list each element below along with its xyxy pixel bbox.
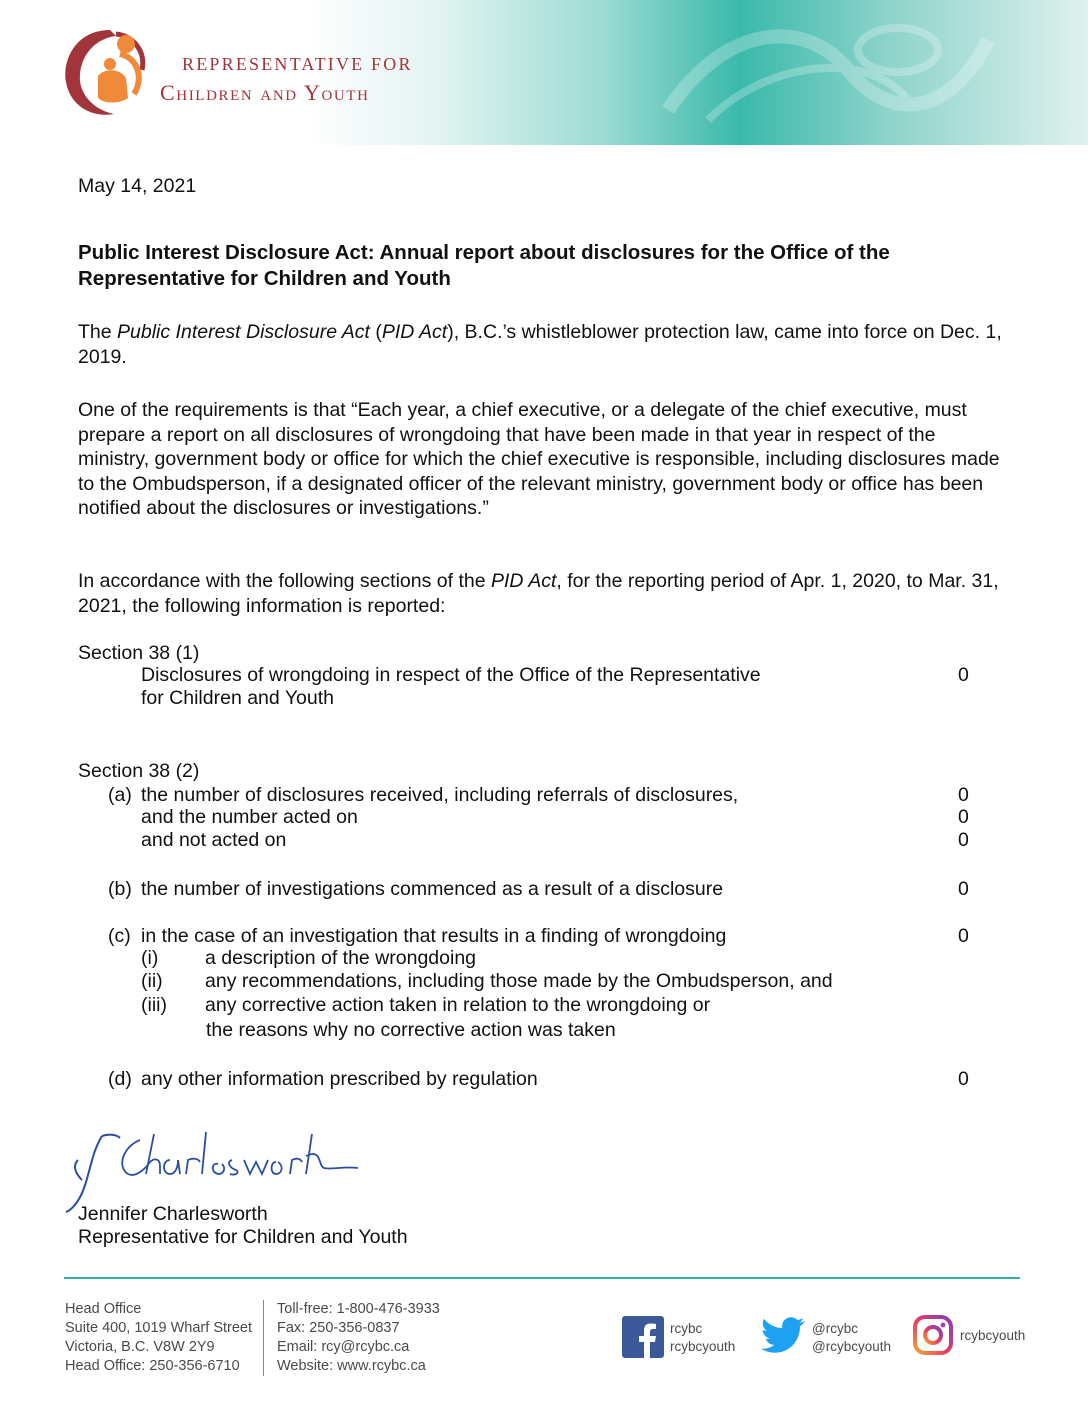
org-name-line2: Children and Youth [160, 80, 370, 105]
footer-tollfree: Toll-free: 1-800-476-3933 [277, 1301, 440, 1317]
item-a-line2: and the number acted on [141, 806, 358, 828]
footer-contact-block [277, 1300, 440, 1376]
twitter-icon[interactable] [760, 1316, 806, 1356]
footer-address1: Suite 400, 1019 Wharf Street [65, 1320, 252, 1336]
twitter-handle-1[interactable]: @rcybc [812, 1321, 858, 1336]
footer-divider [64, 1277, 1020, 1279]
footer-fax: Fax: 250-356-0837 [277, 1320, 400, 1336]
section-38-1-line2: for Children and Youth [141, 687, 334, 709]
item-d-line: any other information prescribed by regulation [141, 1068, 538, 1090]
footer-office-phone: Head Office: 250-356-6710 [65, 1358, 240, 1374]
item-a-line3: and not acted on [141, 829, 287, 851]
item-c-iii-line1: any corrective action taken in relation to the wrongdoing or [205, 994, 711, 1016]
signatory-role: Representative for Children and Youth [78, 1226, 408, 1248]
section-38-1-line1: Disclosures of wrongdoing in respect of the Office of the Representative [141, 664, 761, 686]
item-a-value2: 0 [958, 806, 969, 828]
org-name-line1: REPRESENTATIVE FOR [182, 54, 413, 74]
footer-address2: Victoria, B.C. V8W 2Y9 [65, 1339, 215, 1355]
item-c-ii: any recommendations, including those made by the Ombudsperson, and [205, 970, 833, 992]
footer-vertical-divider [263, 1300, 264, 1376]
item-d-value: 0 [958, 1068, 969, 1090]
decorative-swirl [648, 10, 1008, 130]
facebook-handle-1[interactable]: rcybc [670, 1321, 703, 1336]
section-38-1-value: 0 [958, 664, 969, 686]
paragraph-requirement: One of the requirements is that “Each year, a chief executive, or a delegate of the chief executive, must prepare a report on all disclosures of wrongdoing that have been made in that year in respect of the ministry, government body or office for which the chief executive is responsible, including disclosures made to the Ombudsperson, if a designated officer of the relevant ministry, government body or office has been notified about the disclosures or investigations.” [78, 399, 1000, 519]
item-c-letter: (c) [108, 925, 131, 947]
item-b-letter: (b) [108, 878, 132, 900]
signatory-name: Jennifer Charlesworth [78, 1203, 268, 1225]
item-c-i: a description of the wrongdoing [205, 947, 477, 969]
letter-title: Public Interest Disclosure Act: Annual report about disclosures for the Office of the Representative for Children and Youth [78, 241, 890, 290]
item-c-ii-num: (ii) [141, 970, 163, 992]
section-38-2-heading: Section 38 (2) [78, 760, 200, 782]
item-c-i-num: (i) [141, 947, 159, 969]
item-a-value3: 0 [958, 829, 969, 851]
facebook-handle-2[interactable]: rcybcyouth [670, 1339, 736, 1354]
paragraph-reporting-period: In accordance with the following sections of the PID Act, for the reporting period of Apr. 1, 2020, to Mar. 31, 2021, the following information is reported: [78, 570, 999, 617]
footer-office-title: Head Office [65, 1301, 142, 1317]
item-c-line: in the case of an investigation that results in a finding of wrongdoing [141, 925, 727, 947]
item-c-iii-line2: the reasons why no corrective action was taken [206, 1019, 616, 1041]
item-a-letter: (a) [108, 784, 132, 806]
item-d-letter: (d) [108, 1068, 132, 1090]
item-b-line: the number of investigations commenced as a result of a disclosure [141, 878, 724, 900]
facebook-handles[interactable] [670, 1320, 735, 1356]
facebook-icon[interactable] [622, 1316, 664, 1358]
instagram-handle[interactable]: rcybcyouth [960, 1328, 1026, 1343]
footer-website[interactable]: Website: www.rcybc.ca [277, 1358, 426, 1374]
twitter-handle-2[interactable]: @rcybcyouth [812, 1339, 891, 1354]
twitter-handles[interactable] [812, 1320, 891, 1356]
letter-date: May 14, 2021 [78, 175, 197, 197]
footer-office-block [65, 1300, 252, 1376]
item-b-value: 0 [958, 878, 969, 900]
footer-email[interactable]: Email: rcy@rcybc.ca [277, 1339, 410, 1355]
item-a-value1: 0 [958, 784, 969, 806]
instagram-icon[interactable] [912, 1314, 954, 1356]
item-c-value: 0 [958, 925, 969, 947]
item-c-iii-num: (iii) [141, 994, 167, 1016]
paragraph-intro: The Public Interest Disclosure Act (PID Act), B.C.’s whistleblower protection law, came into force on Dec. 1, 2019. [78, 321, 1002, 368]
rcy-logo-icon [58, 22, 150, 122]
letterhead-banner [0, 0, 1088, 145]
item-a-line1: the number of disclosures received, including referrals of disclosures, [141, 784, 739, 806]
section-38-1-heading: Section 38 (1) [78, 642, 200, 664]
